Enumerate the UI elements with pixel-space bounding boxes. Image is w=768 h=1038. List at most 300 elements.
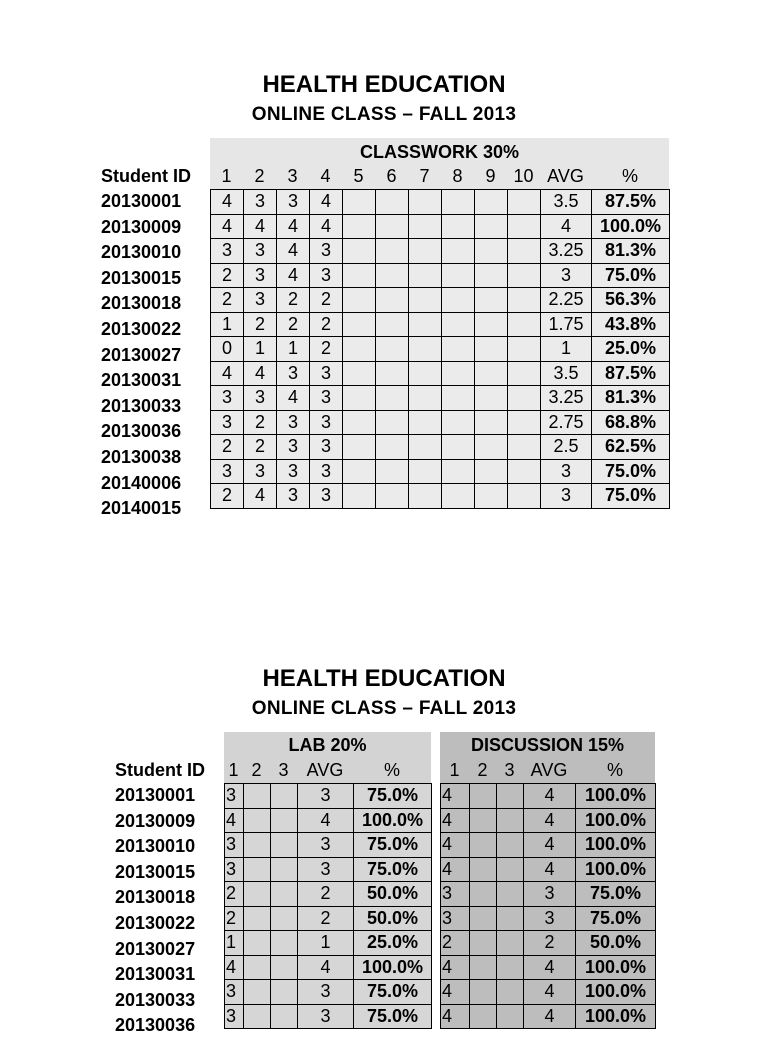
student-id: 20130018 bbox=[101, 293, 182, 314]
score-cell bbox=[343, 361, 376, 386]
score-cell: 4 bbox=[277, 239, 310, 264]
student-id: 20130036 bbox=[101, 421, 182, 442]
discussion-percent-cell: 100.0% bbox=[576, 980, 656, 1005]
score-cell bbox=[343, 239, 376, 264]
score-cell bbox=[475, 484, 508, 509]
avg-cell: 2.75 bbox=[541, 410, 592, 435]
avg-cell: 3.25 bbox=[541, 239, 592, 264]
discussion-avg-cell: 4 bbox=[524, 1004, 576, 1029]
score-cell bbox=[442, 361, 475, 386]
lab-score-cell bbox=[271, 833, 298, 858]
discussion-percent-cell: 50.0% bbox=[576, 931, 656, 956]
lab-score-cell bbox=[271, 980, 298, 1005]
discussion-score-cell bbox=[497, 955, 524, 980]
table-row bbox=[225, 784, 432, 809]
discussion-score-cell bbox=[470, 931, 497, 956]
lab-column-label: 2 bbox=[251, 760, 262, 780]
discussion-score-cell: 3 bbox=[441, 882, 470, 907]
student-id: 20130038 bbox=[101, 447, 182, 467]
lab-group-label: LAB 20% bbox=[288, 735, 367, 755]
table-row bbox=[211, 190, 670, 215]
lab-percent-cell: 100.0% bbox=[354, 808, 432, 833]
avg-cell: 3 bbox=[541, 263, 592, 288]
score-cell: 3 bbox=[277, 484, 310, 509]
discussion-percent-cell: 100.0% bbox=[576, 833, 656, 858]
score-cell bbox=[508, 386, 541, 411]
score-cell: 3 bbox=[244, 288, 277, 313]
lab-grades-table bbox=[224, 783, 432, 1029]
student-id: 20130031 bbox=[101, 370, 182, 391]
lab-score-cell: 3 bbox=[225, 980, 244, 1005]
avg-cell: 3.25 bbox=[541, 386, 592, 411]
avg-cell: 1 bbox=[541, 337, 592, 362]
score-cell bbox=[343, 263, 376, 288]
student-id: 20130015 bbox=[101, 267, 182, 288]
classwork-column-label: 9 bbox=[485, 166, 496, 186]
student-id: 20130009 bbox=[101, 216, 182, 237]
percent-cell: 75.0% bbox=[592, 459, 670, 484]
classwork-column-label: 4 bbox=[320, 166, 331, 186]
lab-score-cell bbox=[271, 808, 298, 833]
discussion-avg-cell: 4 bbox=[524, 784, 576, 809]
score-cell: 2 bbox=[244, 410, 277, 435]
score-cell: 3 bbox=[211, 459, 244, 484]
lab-avg-cell: 3 bbox=[298, 980, 354, 1005]
page-subtitle: ONLINE CLASS – FALL 2013 bbox=[251, 104, 517, 125]
avg-cell: 3.5 bbox=[541, 361, 592, 386]
score-cell bbox=[508, 459, 541, 484]
discussion-group-label: DISCUSSION 15% bbox=[470, 735, 625, 755]
lab-avg-cell: 3 bbox=[298, 857, 354, 882]
lab-score-cell bbox=[271, 955, 298, 980]
discussion-avg-cell: 3 bbox=[524, 882, 576, 907]
discussion-column-label: 1 bbox=[449, 760, 460, 780]
student-id: 20130036 bbox=[115, 1015, 196, 1036]
discussion-score-cell: 2 bbox=[441, 931, 470, 956]
percent-cell: 81.3% bbox=[592, 239, 670, 264]
lab-percent-cell: 75.0% bbox=[354, 833, 432, 858]
lab-score-cell bbox=[271, 906, 298, 931]
score-cell bbox=[409, 312, 442, 337]
percent-cell: 43.8% bbox=[592, 312, 670, 337]
student-id: 20130010 bbox=[115, 836, 196, 857]
student-id: 20130010 bbox=[101, 242, 182, 263]
lab-percent-cell: 100.0% bbox=[354, 955, 432, 980]
score-cell bbox=[376, 337, 409, 362]
score-cell bbox=[475, 312, 508, 337]
discussion-avg-cell: 4 bbox=[524, 980, 576, 1005]
table-row bbox=[225, 980, 432, 1005]
discussion-score-cell: 3 bbox=[441, 906, 470, 931]
score-cell: 2 bbox=[211, 484, 244, 509]
lab-percent-cell: 75.0% bbox=[354, 1004, 432, 1029]
table-row bbox=[211, 435, 670, 460]
discussion-percent-cell: 75.0% bbox=[576, 906, 656, 931]
score-cell bbox=[442, 263, 475, 288]
table-row bbox=[441, 955, 656, 980]
lab-percent-cell: 75.0% bbox=[354, 980, 432, 1005]
lab-score-cell bbox=[271, 784, 298, 809]
discussion-score-cell bbox=[497, 882, 524, 907]
discussion-column-label: 2 bbox=[477, 760, 488, 780]
discussion-score-cell bbox=[497, 1004, 524, 1029]
discussion-percent-cell: 100.0% bbox=[576, 784, 656, 809]
percent-cell: 56.3% bbox=[592, 288, 670, 313]
score-cell bbox=[475, 361, 508, 386]
percent-cell: 87.5% bbox=[592, 190, 670, 215]
table-row bbox=[225, 857, 432, 882]
lab-percent-cell: 75.0% bbox=[354, 857, 432, 882]
lab-score-cell: 1 bbox=[225, 931, 244, 956]
classwork-column-label: AVG bbox=[547, 166, 584, 186]
score-cell: 3 bbox=[244, 263, 277, 288]
table-row bbox=[225, 1004, 432, 1029]
score-cell: 3 bbox=[310, 386, 343, 411]
lab-percent-cell: 50.0% bbox=[354, 906, 432, 931]
table-row bbox=[225, 833, 432, 858]
score-cell bbox=[409, 386, 442, 411]
score-cell bbox=[343, 288, 376, 313]
discussion-score-cell: 4 bbox=[441, 955, 470, 980]
score-cell: 3 bbox=[211, 239, 244, 264]
discussion-percent-cell: 100.0% bbox=[576, 1004, 656, 1029]
discussion-score-cell bbox=[497, 857, 524, 882]
score-cell bbox=[409, 239, 442, 264]
classwork-column-label: 3 bbox=[287, 166, 298, 186]
score-cell: 4 bbox=[211, 214, 244, 239]
discussion-score-cell bbox=[470, 808, 497, 833]
score-cell: 3 bbox=[244, 386, 277, 411]
table-row bbox=[441, 1004, 656, 1029]
discussion-score-cell bbox=[497, 784, 524, 809]
score-cell bbox=[475, 263, 508, 288]
table-row bbox=[211, 459, 670, 484]
lab-score-cell: 3 bbox=[225, 833, 244, 858]
score-cell: 4 bbox=[277, 386, 310, 411]
score-cell: 4 bbox=[244, 361, 277, 386]
score-cell bbox=[508, 263, 541, 288]
score-cell: 3 bbox=[244, 459, 277, 484]
score-cell bbox=[475, 239, 508, 264]
student-id: 20130022 bbox=[115, 913, 196, 933]
table-row bbox=[225, 808, 432, 833]
score-cell bbox=[409, 288, 442, 313]
classwork-column-label: 10 bbox=[513, 166, 534, 186]
score-cell bbox=[442, 312, 475, 337]
score-cell bbox=[442, 288, 475, 313]
avg-cell: 3 bbox=[541, 484, 592, 509]
student-id: 20140006 bbox=[101, 472, 182, 493]
discussion-score-cell bbox=[470, 980, 497, 1005]
score-cell: 3 bbox=[310, 484, 343, 509]
score-cell bbox=[508, 288, 541, 313]
table-row bbox=[211, 239, 670, 264]
discussion-score-cell bbox=[470, 906, 497, 931]
page-title-2: HEALTH EDUCATION bbox=[262, 665, 506, 692]
score-cell bbox=[508, 361, 541, 386]
discussion-percent-cell: 100.0% bbox=[576, 808, 656, 833]
lab-score-cell: 2 bbox=[225, 906, 244, 931]
score-cell: 4 bbox=[211, 361, 244, 386]
discussion-percent-cell: 100.0% bbox=[576, 857, 656, 882]
table-row bbox=[211, 337, 670, 362]
score-cell bbox=[508, 410, 541, 435]
score-cell bbox=[475, 410, 508, 435]
score-cell: 2 bbox=[277, 312, 310, 337]
score-cell bbox=[343, 337, 376, 362]
score-cell: 1 bbox=[277, 337, 310, 362]
student-id: 20130033 bbox=[101, 395, 182, 416]
table-row bbox=[225, 882, 432, 907]
score-cell bbox=[376, 435, 409, 460]
score-cell: 3 bbox=[310, 263, 343, 288]
percent-cell: 75.0% bbox=[592, 484, 670, 509]
percent-cell: 68.8% bbox=[592, 410, 670, 435]
score-cell bbox=[409, 459, 442, 484]
discussion-avg-cell: 4 bbox=[524, 955, 576, 980]
score-cell: 2 bbox=[211, 263, 244, 288]
score-cell: 2 bbox=[310, 312, 343, 337]
score-cell bbox=[508, 337, 541, 362]
lab-avg-cell: 3 bbox=[298, 833, 354, 858]
discussion-score-cell bbox=[497, 931, 524, 956]
avg-cell: 3 bbox=[541, 459, 592, 484]
score-cell bbox=[475, 190, 508, 215]
discussion-score-cell bbox=[470, 1004, 497, 1029]
score-cell: 2 bbox=[310, 337, 343, 362]
avg-cell: 2.5 bbox=[541, 435, 592, 460]
score-cell: 3 bbox=[310, 361, 343, 386]
lab-score-cell bbox=[244, 833, 271, 858]
discussion-score-cell: 4 bbox=[441, 833, 470, 858]
discussion-percent-cell: 100.0% bbox=[576, 955, 656, 980]
table-row bbox=[211, 386, 670, 411]
discussion-avg-cell: 4 bbox=[524, 833, 576, 858]
table-row bbox=[225, 931, 432, 956]
score-cell: 0 bbox=[211, 337, 244, 362]
percent-cell: 25.0% bbox=[592, 337, 670, 362]
lab-score-cell bbox=[271, 931, 298, 956]
table-row bbox=[441, 784, 656, 809]
student-id: 20130027 bbox=[115, 938, 196, 959]
table-row bbox=[211, 288, 670, 313]
table-row bbox=[211, 410, 670, 435]
lab-score-cell bbox=[271, 857, 298, 882]
score-cell bbox=[475, 386, 508, 411]
lab-avg-cell: 2 bbox=[298, 882, 354, 907]
score-cell bbox=[409, 435, 442, 460]
score-cell bbox=[376, 484, 409, 509]
score-cell: 3 bbox=[277, 459, 310, 484]
score-cell bbox=[343, 459, 376, 484]
lab-score-cell bbox=[244, 808, 271, 833]
discussion-column-label: 3 bbox=[504, 760, 515, 780]
score-cell bbox=[442, 239, 475, 264]
score-cell: 4 bbox=[310, 214, 343, 239]
percent-cell: 75.0% bbox=[592, 263, 670, 288]
score-cell: 3 bbox=[277, 410, 310, 435]
score-cell bbox=[475, 435, 508, 460]
table-row bbox=[441, 833, 656, 858]
score-cell bbox=[376, 263, 409, 288]
score-cell bbox=[508, 312, 541, 337]
score-cell bbox=[475, 288, 508, 313]
score-cell bbox=[409, 190, 442, 215]
student-id: 20130001 bbox=[115, 785, 196, 805]
discussion-score-cell bbox=[470, 882, 497, 907]
score-cell bbox=[343, 386, 376, 411]
lab-column-label: AVG bbox=[306, 760, 344, 780]
score-cell bbox=[442, 337, 475, 362]
score-cell: 3 bbox=[211, 386, 244, 411]
lab-score-cell: 4 bbox=[225, 808, 244, 833]
discussion-column-label: % bbox=[606, 760, 623, 780]
discussion-score-cell: 4 bbox=[441, 784, 470, 809]
score-cell: 2 bbox=[277, 288, 310, 313]
discussion-score-cell bbox=[497, 906, 524, 931]
lab-score-cell: 3 bbox=[225, 857, 244, 882]
score-cell bbox=[508, 435, 541, 460]
discussion-column-label: AVG bbox=[530, 760, 568, 780]
score-cell: 3 bbox=[244, 190, 277, 215]
classwork-column-label: 5 bbox=[353, 166, 364, 186]
student-id-header: Student ID bbox=[101, 166, 191, 186]
score-cell: 2 bbox=[211, 435, 244, 460]
score-cell: 4 bbox=[277, 263, 310, 288]
percent-cell: 87.5% bbox=[592, 361, 670, 386]
classwork-group-label: CLASSWORK 30% bbox=[359, 142, 520, 162]
discussion-grades-table bbox=[440, 783, 656, 1029]
lab-percent-cell: 50.0% bbox=[354, 882, 432, 907]
lab-avg-cell: 2 bbox=[298, 906, 354, 931]
table-row bbox=[211, 361, 670, 386]
discussion-score-cell bbox=[497, 980, 524, 1005]
discussion-score-cell bbox=[470, 833, 497, 858]
avg-cell: 1.75 bbox=[541, 312, 592, 337]
score-cell: 1 bbox=[244, 337, 277, 362]
lab-column-label: 3 bbox=[278, 760, 289, 780]
table-row bbox=[441, 808, 656, 833]
score-cell: 3 bbox=[211, 410, 244, 435]
student-id-header-2: Student ID bbox=[115, 760, 205, 780]
student-id: 20130018 bbox=[115, 887, 196, 908]
lab-score-cell bbox=[244, 882, 271, 907]
discussion-avg-cell: 4 bbox=[524, 857, 576, 882]
score-cell bbox=[343, 484, 376, 509]
score-cell bbox=[376, 459, 409, 484]
student-id: 20130031 bbox=[115, 964, 196, 985]
score-cell bbox=[376, 190, 409, 215]
student-id: 20140015 bbox=[101, 498, 182, 519]
score-cell: 3 bbox=[277, 190, 310, 215]
lab-score-cell bbox=[244, 906, 271, 931]
classwork-column-label: 1 bbox=[221, 166, 232, 186]
lab-column-label: % bbox=[383, 760, 400, 780]
discussion-percent-cell: 75.0% bbox=[576, 882, 656, 907]
discussion-score-cell bbox=[470, 857, 497, 882]
discussion-score-cell: 4 bbox=[441, 857, 470, 882]
classwork-column-label: 2 bbox=[254, 166, 265, 186]
page-subtitle-2: ONLINE CLASS – FALL 2013 bbox=[251, 698, 517, 719]
score-cell: 3 bbox=[277, 361, 310, 386]
score-cell bbox=[376, 214, 409, 239]
score-cell bbox=[343, 435, 376, 460]
lab-avg-cell: 1 bbox=[298, 931, 354, 956]
score-cell: 4 bbox=[244, 214, 277, 239]
score-cell: 3 bbox=[310, 435, 343, 460]
classwork-column-label: 8 bbox=[452, 166, 463, 186]
table-row bbox=[441, 906, 656, 931]
lab-score-cell: 3 bbox=[225, 784, 244, 809]
lab-avg-cell: 4 bbox=[298, 955, 354, 980]
score-cell bbox=[442, 386, 475, 411]
table-row bbox=[211, 312, 670, 337]
score-cell bbox=[376, 312, 409, 337]
score-cell bbox=[409, 337, 442, 362]
lab-percent-cell: 25.0% bbox=[354, 931, 432, 956]
classwork-grades-table bbox=[210, 189, 670, 509]
score-cell bbox=[376, 361, 409, 386]
score-cell: 2 bbox=[244, 312, 277, 337]
lab-score-cell bbox=[271, 1004, 298, 1029]
score-cell: 2 bbox=[211, 288, 244, 313]
score-cell bbox=[442, 214, 475, 239]
discussion-score-cell: 4 bbox=[441, 1004, 470, 1029]
classwork-column-label: 7 bbox=[419, 166, 430, 186]
score-cell bbox=[442, 435, 475, 460]
score-cell bbox=[409, 410, 442, 435]
table-row bbox=[441, 882, 656, 907]
lab-score-cell bbox=[244, 931, 271, 956]
discussion-avg-cell: 2 bbox=[524, 931, 576, 956]
lab-score-cell bbox=[244, 784, 271, 809]
score-cell bbox=[343, 190, 376, 215]
score-cell: 3 bbox=[310, 239, 343, 264]
score-cell: 3 bbox=[277, 435, 310, 460]
score-cell: 4 bbox=[310, 190, 343, 215]
score-cell: 4 bbox=[244, 484, 277, 509]
lab-avg-cell: 3 bbox=[298, 1004, 354, 1029]
classwork-column-label: % bbox=[621, 166, 638, 186]
score-cell bbox=[508, 239, 541, 264]
percent-cell: 62.5% bbox=[592, 435, 670, 460]
table-row bbox=[441, 857, 656, 882]
lab-avg-cell: 4 bbox=[298, 808, 354, 833]
percent-cell: 81.3% bbox=[592, 386, 670, 411]
score-cell bbox=[376, 239, 409, 264]
score-cell: 4 bbox=[211, 190, 244, 215]
lab-percent-cell: 75.0% bbox=[354, 784, 432, 809]
score-cell bbox=[475, 337, 508, 362]
score-cell: 3 bbox=[244, 239, 277, 264]
table-row bbox=[441, 931, 656, 956]
score-cell bbox=[376, 288, 409, 313]
lab-score-cell bbox=[244, 1004, 271, 1029]
score-cell bbox=[409, 484, 442, 509]
student-id: 20130001 bbox=[101, 191, 182, 211]
score-cell bbox=[409, 361, 442, 386]
lab-column-label: 1 bbox=[228, 760, 239, 780]
score-cell bbox=[409, 263, 442, 288]
score-cell: 2 bbox=[244, 435, 277, 460]
lab-avg-cell: 3 bbox=[298, 784, 354, 809]
score-cell bbox=[409, 214, 442, 239]
student-id: 20130022 bbox=[101, 319, 182, 339]
score-cell bbox=[508, 190, 541, 215]
discussion-score-cell bbox=[497, 833, 524, 858]
student-id: 20130027 bbox=[101, 344, 182, 365]
score-cell bbox=[376, 386, 409, 411]
